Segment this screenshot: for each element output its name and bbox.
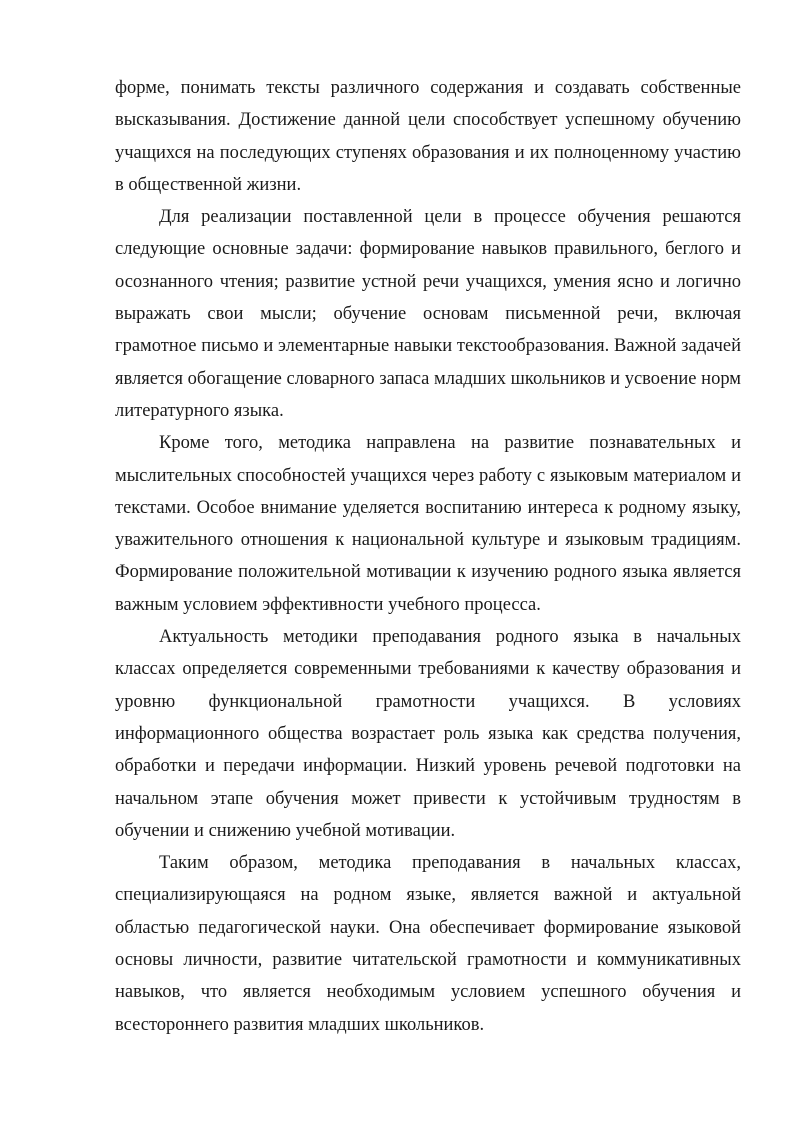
paragraph-3: Кроме того, методика направлена на развитие познавательных и мыслительных способностей учащихся через работу с языковым материалом и текстами. Особое внимание уделяется воспитанию интереса к родному языку, уважительного отношения к национальной культуре и языковым традициям. Формирование положительной мотивации к изучению родного языка является важным условием эффективности учебного процесса.: [115, 433, 741, 615]
paragraph-5: Таким образом, методика преподавания в начальных классах, специализирующаяся на родном языке, является важной и актуальной областью педагогической науки. Она обеспечивает формирование языковой основы личности, развитие читательской грамотности и коммуникативных навыков, что является необходимым условием успешного обучения и всестороннего развития младших школьников.: [115, 853, 741, 1035]
paragraph-2: Для реализации поставленной цели в процессе обучения решаются следующие основные задачи: формирование навыков правильного, беглого и осознанного чтения; развитие устной речи учащихся, умения ясно и логично выражать свои мысли; обучение основам письменной речи, включая грамотное письмо и элементарные навыки текстообразования. Важной задачей является обогащение словарного запаса младших школьников и усвоение норм литературного языка.: [115, 207, 741, 421]
document-body: [115, 72, 741, 1041]
paragraph-1: форме, понимать тексты различного содержания и создавать собственные высказывания. Достижение данной цели способствует успешному обучению учащихся на последующих ступенях образования и их полноценному участию в общественной жизни.: [115, 78, 741, 195]
paragraph-4: Актуальность методики преподавания родного языка в начальных классах определяется современными требованиями к качеству образования и уровню функциональной грамотности учащихся. В условиях информационного общества возрастает роль языка как средства получения, обработки и передачи информации. Низкий уровень речевой подготовки на начальном этапе обучения может привести к устойчивым трудностям в обучении и снижению учебной мотивации.: [115, 627, 741, 841]
